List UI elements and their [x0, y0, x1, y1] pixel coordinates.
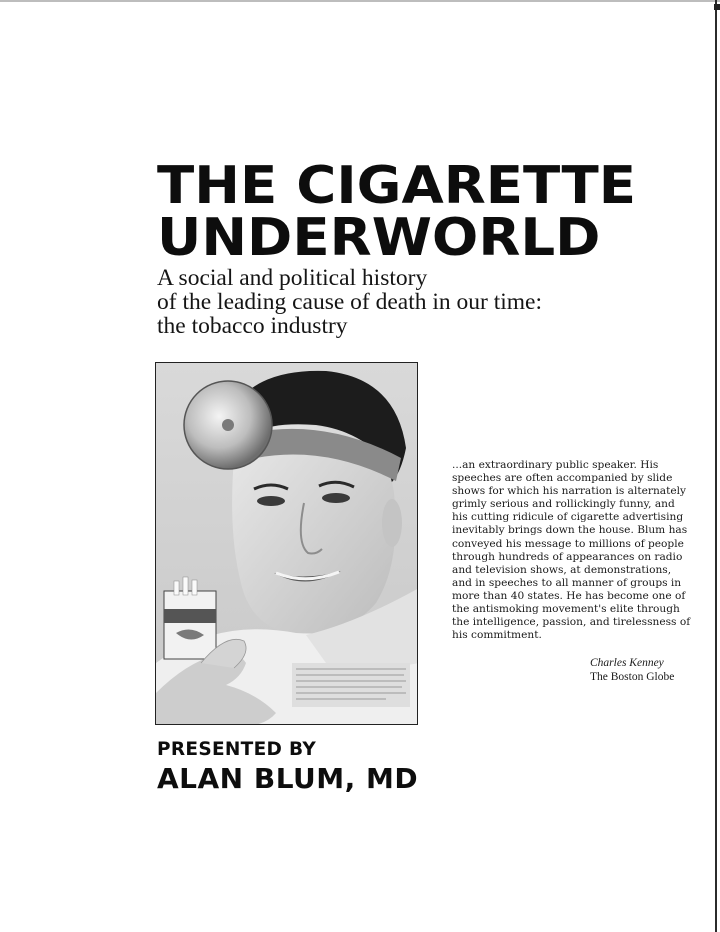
- review-quote: ...an extraordinary public speaker. His speeches are often accompanied by slide shows for which his narration is alternately grimly serious and rollickingly funny, and his cutting ridicule of cigarette advertising inevitably brings down the house. Blum has conveyed his message to millions of people through hundreds of appearances on radio and television shows, at demonstrations, and in speeches to all manner of groups in more than 40 states. He has become one of the antismoking movement's elite through the intelligence, passion, and tirelessness of his commitment.: [452, 459, 691, 642]
- book-subtitle: [157, 266, 677, 338]
- subtitle-line-1: A social and political history: [157, 265, 428, 291]
- book-title: [157, 156, 703, 268]
- subtitle-line-3: the tobacco industry: [157, 313, 348, 339]
- author-name: ALAN BLUM, MD: [157, 762, 419, 795]
- attribution-name: Charles Kenney: [590, 657, 664, 669]
- doctor-ad-photo: [155, 362, 418, 725]
- attribution-source: The Boston Globe: [590, 671, 675, 683]
- subtitle-line-2: of the leading cause of death in our time:: [157, 289, 543, 315]
- quote-attribution: [590, 656, 710, 684]
- presented-by-label: PRESENTED BY: [157, 739, 317, 760]
- right-edge-rule: [715, 0, 717, 932]
- top-edge-rule: [0, 0, 720, 2]
- title-line-1: THE CIGARETTE: [157, 156, 637, 216]
- title-line-2: UNDERWORLD: [157, 208, 601, 268]
- corner-mark: [714, 4, 720, 10]
- doctor-ad-illustration: [156, 363, 418, 725]
